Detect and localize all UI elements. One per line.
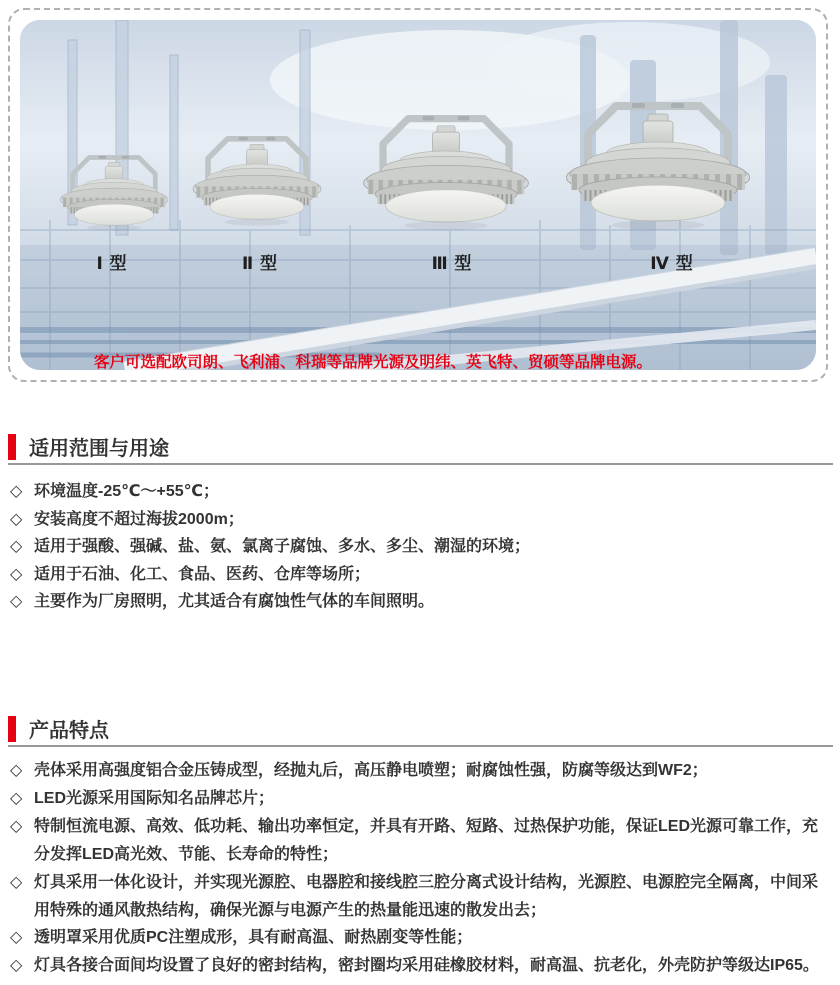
- section-title: 适用范围与用途: [29, 438, 169, 460]
- model-label-1: Ⅰ 型: [96, 254, 128, 273]
- list-item: ◇ 环境温度-25℃～+55℃；: [10, 478, 825, 506]
- scope-list: [10, 478, 825, 616]
- model-label-4: Ⅳ 型: [650, 254, 694, 273]
- diamond-bullet-icon: ◇: [10, 762, 23, 779]
- list-item: ◇ 适用于强酸、强碱、盐、氨、氯离子腐蚀、多水、多尘、潮湿的环境；: [10, 533, 825, 561]
- section-header-scope: [8, 430, 833, 465]
- diamond-bullet-icon: ◇: [10, 789, 23, 807]
- diamond-bullet-icon: ◇: [10, 817, 23, 835]
- diamond-bullet-icon: ◇: [10, 538, 23, 555]
- list-item: ◇ 灯具采用一体化设计，并实现光源腔、电器腔和接线腔三腔分离式设计结构，光源腔、电源腔完全隔离，中间采用特殊的通风散热结构，确保光源与电源产生的热量能迅速的散发出去；: [10, 869, 825, 925]
- model-label-2: Ⅱ 型: [242, 254, 278, 273]
- features-list: [10, 757, 825, 980]
- list-item: ◇ LED光源采用国际知名品牌芯片；: [10, 785, 825, 813]
- lamp-type-1-image: [55, 149, 173, 232]
- list-item: ◇ 适用于石油、化工、食品、医药、仓库等场所；: [10, 561, 825, 589]
- lamp-type-2-image: [187, 129, 327, 227]
- diamond-bullet-icon: ◇: [10, 593, 23, 610]
- section-accent-bar: [8, 434, 16, 460]
- section-accent-bar: [8, 716, 16, 742]
- section-header-features: [8, 712, 833, 747]
- hero-photo: [20, 20, 816, 370]
- model-label-3: Ⅲ 型: [431, 254, 473, 273]
- brand-note: 客户可选配欧司朗、飞利浦、科瑞等品牌光源及明纬、英飞特、贸硕等品牌电源。: [94, 354, 653, 370]
- lamp-type-3-image: [356, 106, 536, 232]
- diamond-bullet-icon: ◇: [10, 565, 23, 583]
- list-item: ◇ 安装高度不超过海拔2000m；: [10, 506, 825, 534]
- list-item: ◇ 特制恒流电源、高效、低功耗、输出功率恒定，并具有开路、短路、过热保护功能，保证LED光源可靠工作，充分发挥LED高光效、节能、长寿命的特性；: [10, 813, 825, 869]
- diamond-bullet-icon: ◇: [10, 929, 23, 947]
- list-item: ◇ 灯具各接合面间均设置了良好的密封结构，密封圈均采用硅橡胶材料，耐高温、抗老化，外壳防护等级达IP65。: [10, 952, 825, 980]
- section-title: 产品特点: [29, 720, 109, 742]
- diamond-bullet-icon: ◇: [10, 483, 23, 500]
- list-item: ◇ 主要作为厂房照明，尤其适合有腐蚀性气体的车间照明。: [10, 588, 825, 616]
- lamp-type-4-image: [558, 92, 758, 232]
- diamond-bullet-icon: ◇: [10, 873, 23, 891]
- list-item: ◇ 壳体采用高强度铝合金压铸成型，经抛丸后，高压静电喷塑；耐腐蚀性强，防腐等级达到WF2；: [10, 757, 825, 785]
- diamond-bullet-icon: ◇: [10, 957, 23, 975]
- list-item: ◇ 透明罩采用优质PC注塑成形，具有耐高温、耐热剧变等性能；: [10, 924, 825, 952]
- diamond-bullet-icon: ◇: [10, 510, 23, 528]
